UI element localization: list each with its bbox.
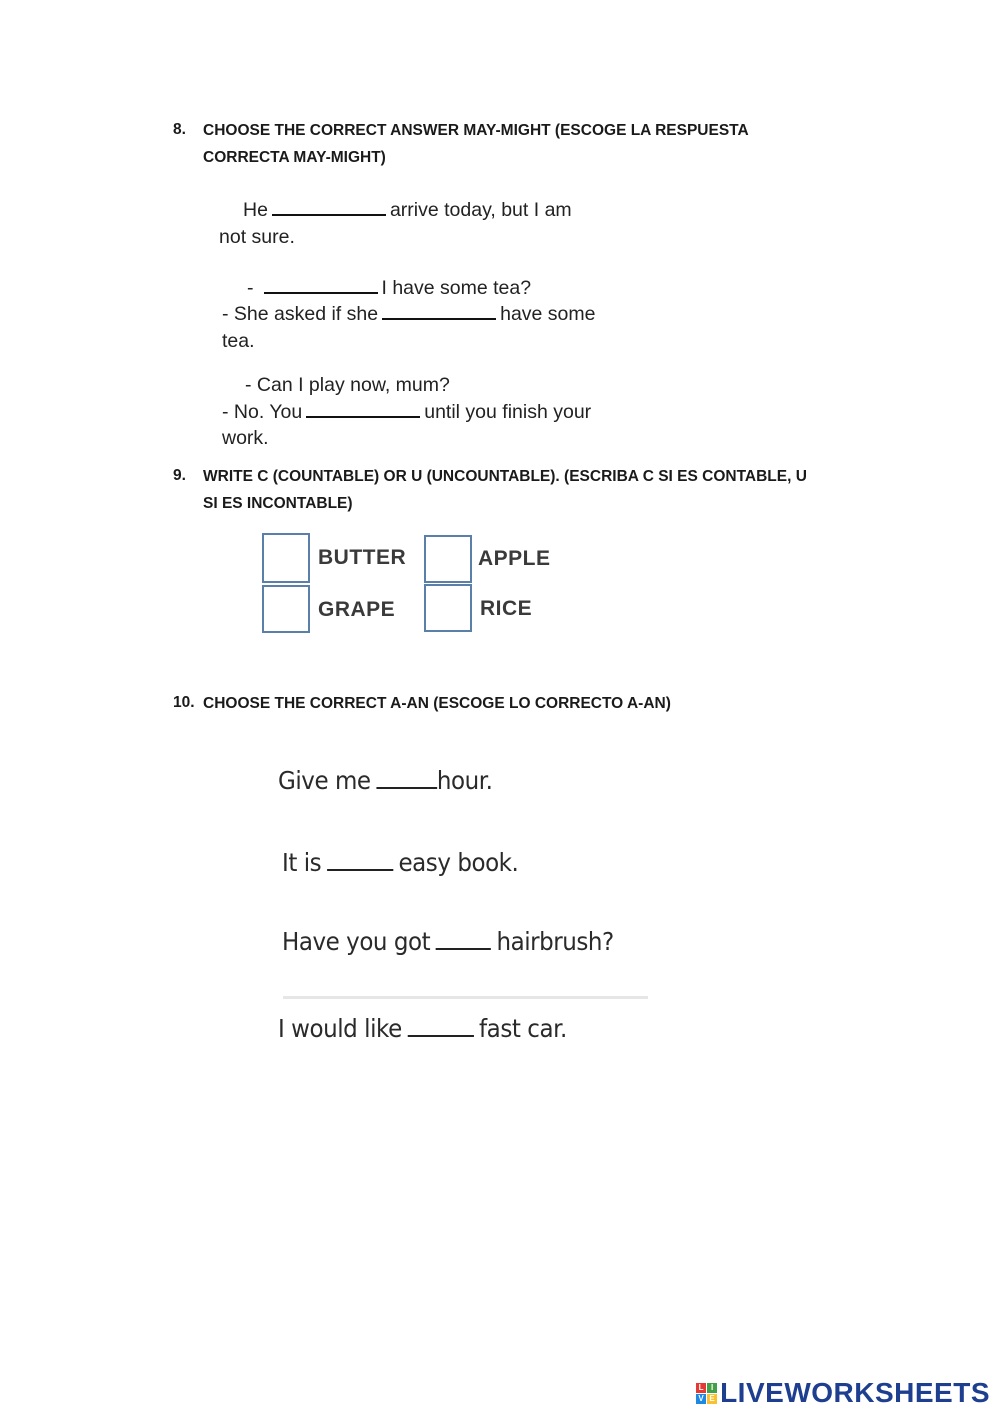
q10-s2-suffix: easy book.: [398, 848, 519, 877]
q10-s4-prefix: I would like: [278, 1014, 402, 1043]
answer-box-grape[interactable]: [262, 585, 310, 633]
q9-instructions-line1: WRITE C (COUNTABLE) OR U (UNCOUNTABLE). (ESCRIBA C SI ES CONTABLE, U: [203, 468, 807, 485]
q8-item1-suffix: arrive today, but I am: [389, 199, 572, 221]
q10-s3-prefix: Have you got: [282, 927, 431, 956]
q8-item5-line1: [222, 401, 591, 424]
q8-item2-prefix: -: [247, 277, 254, 299]
logo-mark-v: V: [696, 1394, 706, 1404]
word-rice: RICE: [480, 597, 533, 620]
q9-instructions: [203, 463, 807, 517]
q8-item3-line1: [222, 303, 595, 326]
q8-item1-blank[interactable]: [272, 212, 386, 216]
word-grape: GRAPE: [318, 598, 396, 621]
q10-s2-blank[interactable]: [327, 867, 393, 871]
q10-sentence3: [282, 927, 614, 956]
q8-item5-prefix: - No. You: [222, 401, 303, 423]
word-apple: APPLE: [478, 547, 551, 570]
q10-s1-prefix: Give me: [278, 766, 371, 795]
q10-sentence4: [278, 1014, 567, 1043]
q8-item1-line1: [243, 199, 572, 222]
q8-item1-prefix: He: [243, 199, 268, 221]
q10-s1-suffix: hour.: [436, 766, 493, 795]
q8-item5-blank[interactable]: [306, 414, 420, 418]
word-butter: BUTTER: [318, 546, 407, 569]
q8-item2-blank[interactable]: [264, 290, 378, 294]
liveworksheets-logo[interactable]: [696, 1377, 990, 1409]
q10-s4-suffix: fast car.: [479, 1014, 567, 1043]
q8-item1-line2: not sure.: [219, 226, 295, 248]
q8-instructions: [203, 117, 749, 171]
logo-mark-l: L: [696, 1383, 706, 1393]
q10-s3-suffix: hairbrush?: [496, 927, 614, 956]
q9-instructions-line2: SI ES INCONTABLE): [203, 495, 353, 512]
logo-mark-e: E: [707, 1394, 717, 1404]
q10-s2-prefix: It is: [282, 848, 322, 877]
q10-s1-blank[interactable]: [376, 785, 437, 789]
q8-instructions-line2: CORRECTA MAY-MIGHT): [203, 149, 386, 166]
q10-instructions: CHOOSE THE CORRECT A-AN (ESCOGE LO CORRECTO A-AN): [203, 695, 671, 712]
q10-sentence2: [282, 848, 518, 877]
q9-number: 9.: [173, 467, 186, 484]
scan-divider: [283, 996, 648, 999]
q8-item5-line2: work.: [222, 427, 269, 449]
q8-item4-line1: - Can I play now, mum?: [245, 374, 450, 396]
logo-mark-i: I: [707, 1383, 717, 1393]
logo-text: LIVEWORKSHEETS: [720, 1377, 990, 1408]
logo-mark-icon: [696, 1383, 717, 1404]
q8-item3-blank[interactable]: [382, 316, 496, 320]
q10-number: 10.: [173, 694, 195, 711]
answer-box-rice[interactable]: [424, 584, 472, 632]
q8-item2-line1: [247, 277, 531, 300]
q8-instructions-line1: CHOOSE THE CORRECT ANSWER MAY-MIGHT (ESCOGE LA RESPUESTA: [203, 122, 749, 139]
q10-sentence1: [278, 766, 492, 795]
answer-box-apple[interactable]: [424, 535, 472, 583]
q8-item3-suffix: have some: [500, 303, 596, 325]
q10-s4-blank[interactable]: [407, 1033, 473, 1037]
q8-item3-prefix: - She asked if she: [222, 303, 379, 325]
q10-s3-blank[interactable]: [436, 946, 491, 950]
q8-item2-suffix: I have some tea?: [381, 277, 532, 299]
q8-item3-line2: tea.: [222, 330, 255, 352]
q8-item5-suffix: until you finish your: [424, 401, 592, 423]
answer-box-butter[interactable]: [262, 533, 310, 583]
q8-number: 8.: [173, 121, 186, 138]
